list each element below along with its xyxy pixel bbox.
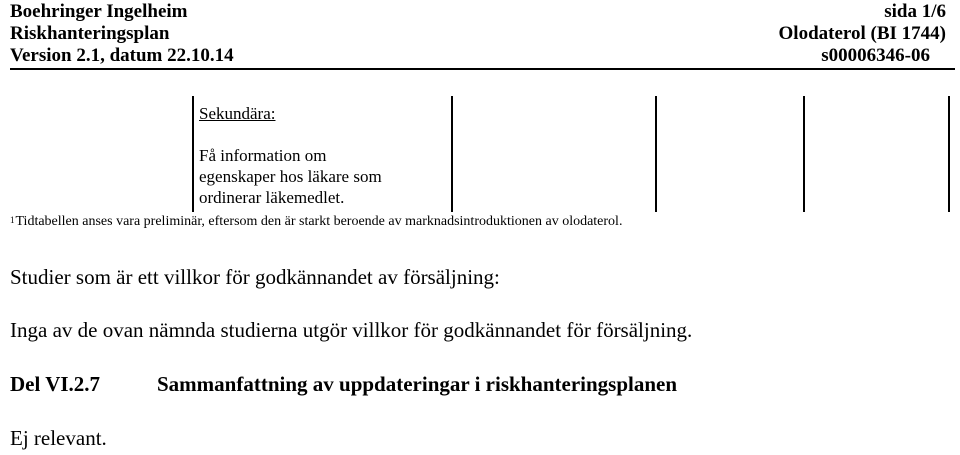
header-divider xyxy=(10,68,955,70)
table-border-right xyxy=(948,96,950,212)
header-product: Olodaterol (BI 1744) xyxy=(778,23,946,44)
header-version: Version 2.1, datum 22.10.14 xyxy=(10,45,234,66)
table-cell-outcome xyxy=(199,103,382,208)
table-border-col2 xyxy=(655,96,657,212)
studies-text: Inga av de ovan nämnda studierna utgör villkor för godkännandet för försäljning. xyxy=(10,318,693,342)
studies-heading: Studier som är ett villkor för godkännandet av försäljning: xyxy=(10,265,500,289)
section-text: Ej relevant. xyxy=(10,426,107,450)
header-document-name: Riskhanteringsplan xyxy=(10,23,170,44)
table-cell-line: ordinerar läkemedlet. xyxy=(199,188,345,207)
section-title: Sammanfattning av uppdateringar i riskhanteringsplanen xyxy=(157,372,678,396)
table-cell-heading: Sekundära: xyxy=(199,104,276,123)
footnote xyxy=(10,213,622,231)
table-border-left xyxy=(192,96,194,212)
header-doc-code: s00006346-06 xyxy=(821,45,930,66)
table-border-col1 xyxy=(451,96,453,212)
table-cell-line: Få information om xyxy=(199,146,327,165)
section-number: Del VI.2.7 xyxy=(10,372,101,396)
footnote-marker: 1 xyxy=(10,215,15,225)
table-border-col3 xyxy=(803,96,805,212)
table-cell-line: egenskaper hos läkare som xyxy=(199,167,382,186)
footnote-text: Tidtabellen anses vara preliminär, eftersom den är starkt beroende av marknadsintroduktionen av olodaterol. xyxy=(15,214,623,229)
header-page-label: sida 1/6 xyxy=(884,1,946,22)
header-company: Boehringer Ingelheim xyxy=(10,1,188,22)
